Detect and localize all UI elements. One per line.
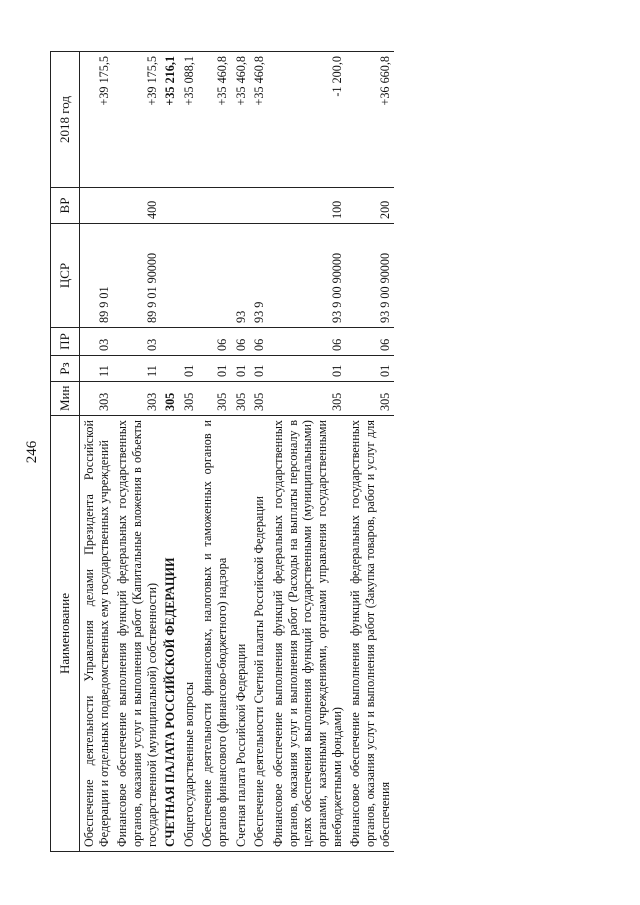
row-pr: 06 xyxy=(232,328,251,356)
row-amount: +35 460,8 xyxy=(232,52,251,188)
row-csr: 93 9 00 90000 xyxy=(269,224,346,328)
col-header-amount: 2018 год xyxy=(51,52,80,188)
row-vr xyxy=(180,188,199,224)
row-name: Финансовое обеспечение выполнения функций федеральных государственных органов, оказания услуг и выполнения работ (Капитальные вложения в объекты государственной (муниципальной) собственности) xyxy=(113,416,161,852)
row-pr: 03 xyxy=(80,328,114,356)
row-pr: 06 xyxy=(269,328,346,356)
table-row xyxy=(180,52,199,852)
row-pr xyxy=(180,328,199,356)
row-min: 303 xyxy=(113,382,161,416)
col-header-name: Наименование xyxy=(51,416,80,852)
row-csr: 93 9 xyxy=(250,224,269,328)
table-row xyxy=(161,52,180,852)
row-csr: 89 9 01 xyxy=(80,224,114,328)
row-rz: 01 xyxy=(269,356,346,382)
row-amount: +35 088,1 xyxy=(180,52,199,188)
row-name: Общегосударственные вопросы xyxy=(180,416,199,852)
row-pr: 06 xyxy=(250,328,269,356)
table-row xyxy=(346,52,394,852)
row-vr xyxy=(161,188,180,224)
row-name: Финансовое обеспечение выполнения функций федеральных государственных органов, оказания услуг и выполнения работ (Закупка товаров, работ и услуг для обеспечения xyxy=(346,416,394,852)
row-vr xyxy=(250,188,269,224)
col-header-vr: ВР xyxy=(51,188,80,224)
row-pr xyxy=(161,328,180,356)
rotated-document-page xyxy=(24,52,590,852)
budget-table xyxy=(50,51,394,852)
row-vr: 100 xyxy=(269,188,346,224)
row-csr: 93 9 00 90000 xyxy=(346,224,394,328)
table-row xyxy=(269,52,346,852)
row-pr: 03 xyxy=(113,328,161,356)
table-row xyxy=(250,52,269,852)
table-row xyxy=(232,52,251,852)
row-name: Обеспечение деятельности Счетной палаты Российской Федерации xyxy=(250,416,269,852)
table-header xyxy=(51,52,80,852)
row-amount: +36 660,8 xyxy=(346,52,394,188)
table-row xyxy=(198,52,231,852)
row-name: Обеспечение деятельности Управления делами Президента Российской Федерации и отдельных подведомственных ему государственных учреждений xyxy=(80,416,114,852)
row-vr xyxy=(232,188,251,224)
row-name: Обеспечение деятельности финансовых, налоговых и таможенных органов и органов финансового (финансово-бюджетного) надзора xyxy=(198,416,231,852)
row-pr: 06 xyxy=(346,328,394,356)
row-vr xyxy=(198,188,231,224)
row-min: 305 xyxy=(346,382,394,416)
page-number: 246 xyxy=(24,440,40,464)
row-amount: -1 200,0 xyxy=(269,52,346,188)
row-csr xyxy=(198,224,231,328)
row-min: 305 xyxy=(180,382,199,416)
row-min: 305 xyxy=(232,382,251,416)
row-amount: +35 216,1 xyxy=(161,52,180,188)
row-rz: 01 xyxy=(346,356,394,382)
row-vr: 400 xyxy=(113,188,161,224)
col-header-csr: ЦСР xyxy=(51,224,80,328)
row-csr xyxy=(161,224,180,328)
row-min: 303 xyxy=(80,382,114,416)
row-name: Финансовое обеспечение выполнения функций федеральных государственных органов, оказания услуг и выполнения работ (Расходы на выплаты персоналу в целях обеспечения выполнения функций государственными (муниципальными) органами, казенными учреждениями, органами управления государственными внебюджетными фондами) xyxy=(269,416,346,852)
row-rz: 11 xyxy=(80,356,114,382)
row-amount: +39 175,5 xyxy=(113,52,161,188)
row-csr: 93 xyxy=(232,224,251,328)
row-vr xyxy=(80,188,114,224)
row-rz: 11 xyxy=(113,356,161,382)
row-min: 305 xyxy=(250,382,269,416)
col-header-rz: Рз xyxy=(51,356,80,382)
row-rz xyxy=(161,356,180,382)
row-name: Счетная палата Российской Федерации xyxy=(232,416,251,852)
row-csr: 89 9 01 90000 xyxy=(113,224,161,328)
table-row xyxy=(80,52,114,852)
row-min: 305 xyxy=(269,382,346,416)
row-amount: +39 175,5 xyxy=(80,52,114,188)
row-amount: +35 460,8 xyxy=(250,52,269,188)
row-rz: 01 xyxy=(250,356,269,382)
row-rz: 01 xyxy=(232,356,251,382)
row-min: 305 xyxy=(198,382,231,416)
row-csr xyxy=(180,224,199,328)
col-header-min: Мин xyxy=(51,382,80,416)
col-header-pr: ПР xyxy=(51,328,80,356)
row-rz: 01 xyxy=(198,356,231,382)
row-amount: +35 460,8 xyxy=(198,52,231,188)
table-row xyxy=(113,52,161,852)
row-vr: 200 xyxy=(346,188,394,224)
row-name: СЧЕТНАЯ ПАЛАТА РОССИЙСКОЙ ФЕДЕРАЦИИ xyxy=(161,416,180,852)
row-rz: 01 xyxy=(180,356,199,382)
row-min: 305 xyxy=(161,382,180,416)
row-pr: 06 xyxy=(198,328,231,356)
